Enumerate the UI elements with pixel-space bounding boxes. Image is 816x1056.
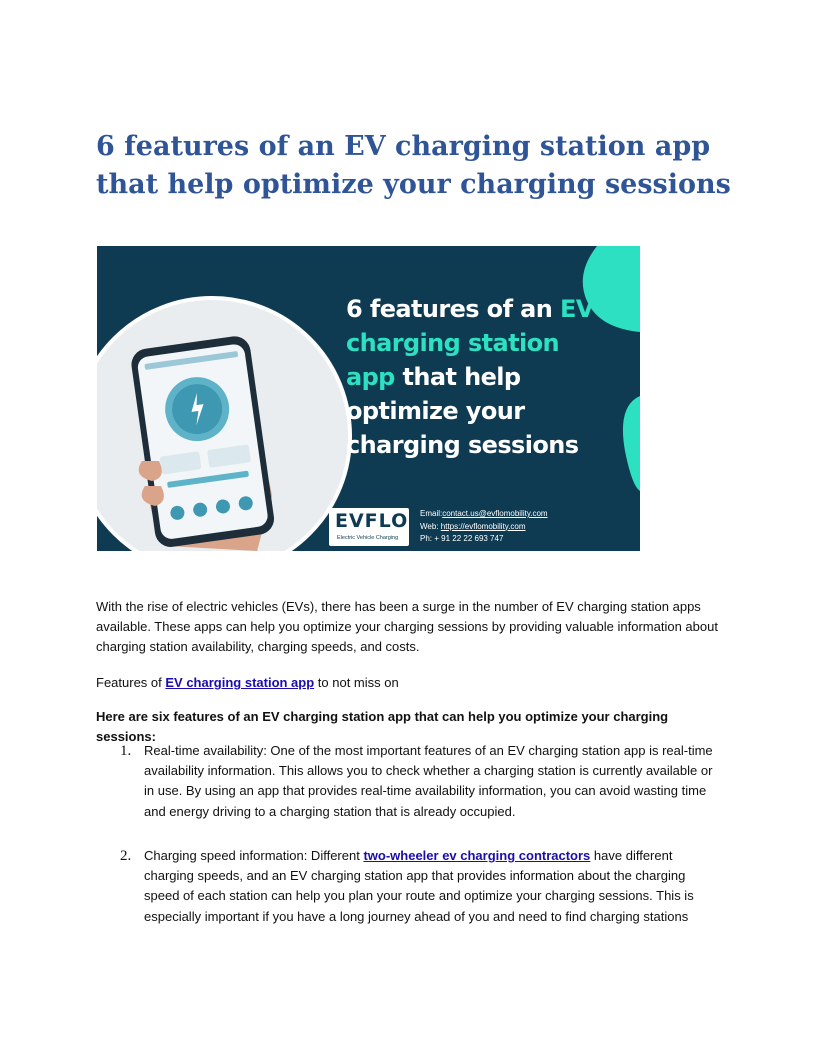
list-number: 2. bbox=[120, 848, 132, 864]
phone-text: Ph: + 91 22 22 693 747 bbox=[420, 534, 504, 543]
banner-headline-highlight: EV charging station app bbox=[346, 295, 594, 391]
logo-wordmark: EVFLO bbox=[335, 510, 409, 532]
email-label: Email: bbox=[420, 509, 443, 518]
banner-headline-part: 6 features of an bbox=[346, 295, 561, 323]
list-item bbox=[120, 741, 720, 822]
intro-paragraph: With the rise of electric vehicles (EVs), there has been a surge in the number of EV charging station apps available. These apps can help you optimize your charging sessions by providing valuable information about charging station availability, charging speeds, and costs. bbox=[96, 599, 718, 655]
list-item bbox=[120, 846, 720, 927]
list-item-text bbox=[144, 846, 720, 927]
features-line-prefix: Features of bbox=[96, 675, 166, 690]
features-line bbox=[96, 673, 726, 693]
lead-paragraph: Here are six features of an EV charging station app that can help you optimize your charging sessions: bbox=[96, 709, 669, 745]
logo-tagline: Electric Vehicle Charging bbox=[337, 535, 399, 541]
web-text: https://evflomobility.com bbox=[440, 521, 526, 531]
banner-contact-block bbox=[420, 508, 548, 546]
banner-headline bbox=[346, 292, 606, 462]
article-banner-image bbox=[97, 246, 640, 551]
list-item-text: Real-time availability: One of the most important features of an EV charging station app is real-time availability information. This allows you to check whether a charging station is currently available or in use. By using an app that provides real-time availability information, you can avoid wasting time and energy driving to a charging station that is already occupied. bbox=[144, 743, 713, 819]
list-item-text-part: have different charging speeds, and an EV charging station app that provides information about the charging speed of each station can help you plan your route and optimize your charging sessions. This is especially important if you have a long journey ahead of you and need to find charging stations bbox=[144, 848, 694, 924]
banner-headline-part: that help optimize your charging sessions bbox=[346, 363, 579, 459]
two-wheeler-contractors-link[interactable]: two-wheeler ev charging contractors bbox=[363, 848, 591, 863]
list-number: 1. bbox=[120, 743, 132, 759]
ev-charging-station-app-link[interactable]: EV charging station app bbox=[165, 675, 315, 690]
web-label: Web: bbox=[420, 521, 439, 531]
evflo-logo bbox=[329, 508, 409, 546]
teal-blob-right bbox=[623, 396, 640, 491]
page-title: 6 features of an EV charging station app that help optimize your charging sessions bbox=[96, 131, 731, 200]
list-item-text-part: Charging speed information: Different bbox=[144, 848, 364, 863]
email-text: contact.us@evflomobility.com bbox=[442, 509, 548, 518]
features-line-suffix: to not miss on bbox=[314, 675, 399, 690]
